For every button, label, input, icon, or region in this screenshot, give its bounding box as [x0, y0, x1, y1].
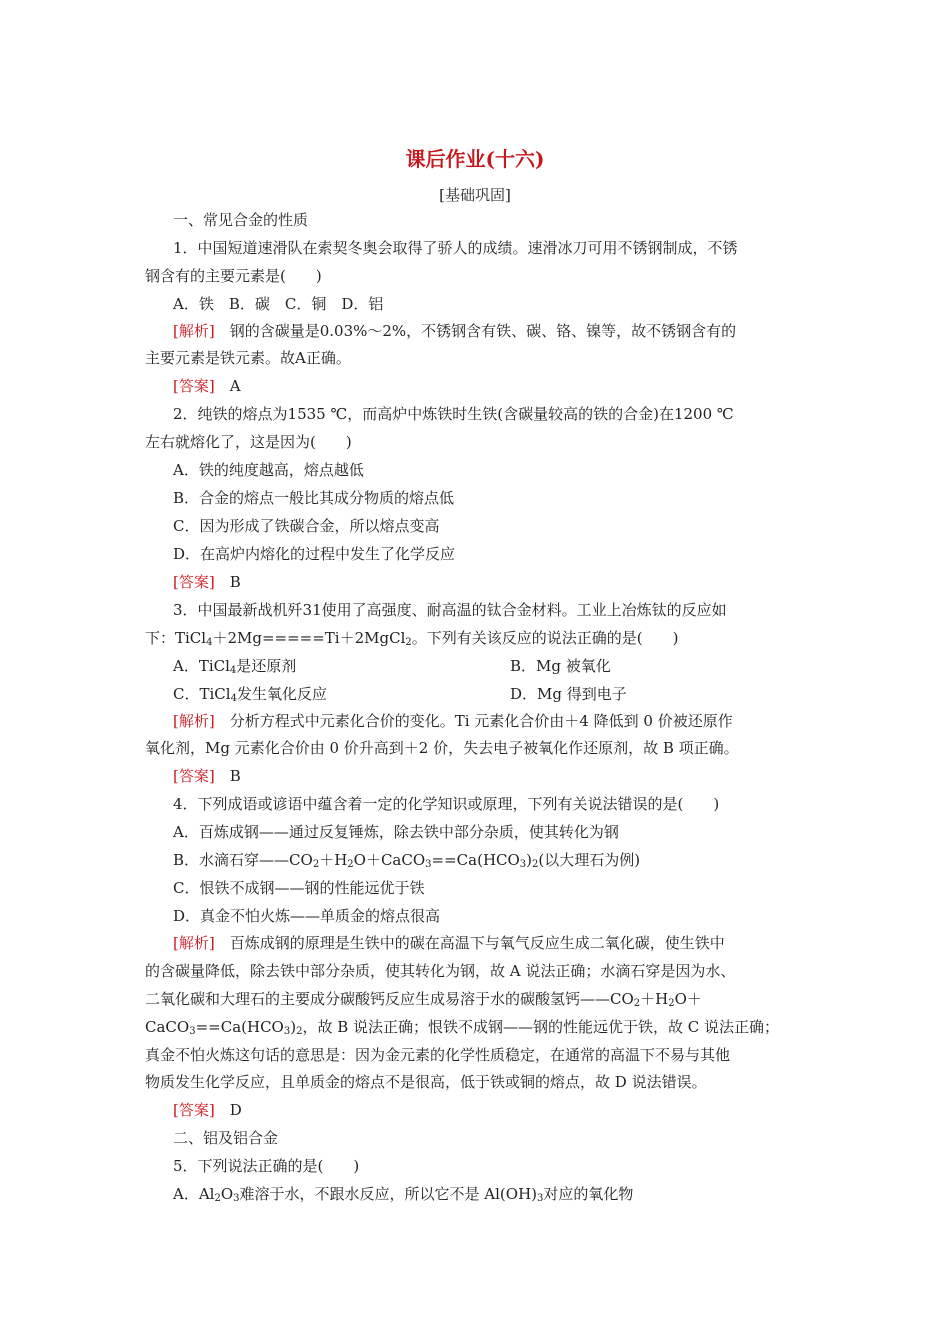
q3-option-b: B．Mg 被氧化	[510, 657, 611, 675]
section-heading-2: 二、铝及铝合金	[173, 1129, 279, 1147]
q4-analysis-line2: 的含碳量降低，除去铁中部分杂质，使其转化为钢，故 A 说法正确；水滴石穿是因为水、	[145, 962, 736, 980]
q1-analysis-line1: [解析] 钢的含碳量是0.03%～2%，不锈钢含有铁、碳、铬、镍等，故不锈钢含有的	[173, 322, 737, 340]
q1-stem-line2: 钢含有的主要元素是( )	[145, 267, 322, 285]
q2-option-d: D．在高炉内熔化的过程中发生了化学反应	[173, 545, 456, 563]
answer-tag: [答案]	[173, 377, 215, 395]
analysis-tag: [解析]	[173, 934, 215, 952]
q2-option-c: C．因为形成了铁碳合金，所以熔点变高	[173, 517, 440, 535]
q4-analysis-line3: 二氧化碳和大理石的主要成分碳酸钙反应生成易溶于水的碳酸氢钙$——CO_2+H_2O+$	[145, 990, 702, 1009]
q2-stem-line1: 2．纯铁的熔点为1535 ℃，而高炉中炼铁时生铁(含碳量较高的铁的合金)在1200 ℃	[173, 405, 734, 423]
q4-option-b: B．水滴石穿$——CO_2+H_2O+CaCO_3==Ca(HCO_3)_2$(以大理石为例)	[173, 851, 641, 870]
q2-option-a: A．铁的纯度越高，熔点越低	[173, 461, 364, 479]
q3-analysis-line2: 氧化剂，Mg 元素化合价由 0 价升高到＋2 价，失去电子被氧化作还原剂，故 B 项正确。	[145, 739, 739, 757]
q5-stem: 5．下列说法正确的是( )	[173, 1157, 360, 1175]
q3-stem-line2: 下：TiCl$_4$＋2Mg=====Ti＋2MgCl$_2$。下列有关该反应的说法正确的是( )	[145, 629, 679, 648]
q4-answer: [答案] D	[173, 1101, 242, 1119]
q2-answer: [答案] B	[173, 573, 241, 591]
q4-analysis-line1: [解析] 百炼成钢的原理是生铁中的碳在高温下与氧气反应生成二氧化碳，使生铁中	[173, 934, 725, 952]
q1-analysis-line2: 主要元素是铁元素。故A正确。	[145, 349, 351, 367]
analysis-tag: [解析]	[173, 322, 215, 340]
q4-option-d: D．真金不怕火炼——单质金的熔点很高	[173, 907, 441, 925]
q4-analysis-line4: $CaCO_3==Ca(HCO_3)_2$，故 B 说法正确；恨铁不成钢——钢的性能远优于铁，故 C 说法正确；	[145, 1018, 780, 1037]
q3-option-c: C．TiCl$_4$发生氧化反应	[173, 685, 327, 704]
q3-stem-line1: 3．中国最新战机歼31使用了高强度、耐高温的钛合金材料。工业上冶炼钛的反应如	[173, 601, 727, 619]
q4-option-c: C．恨铁不成钢——钢的性能远优于铁	[173, 879, 425, 897]
q1-stem-line1: 1．中国短道速滑队在索契冬奥会取得了骄人的成绩。速滑冰刀可用不锈钢制成，不锈	[173, 239, 738, 257]
analysis-tag: [解析]	[173, 712, 215, 730]
q4-stem: 4．下列成语或谚语中蕴含着一定的化学知识或原理，下列有关说法错误的是( )	[173, 795, 720, 813]
q4-option-a: A．百炼成钢——通过反复锤炼，除去铁中部分杂质，使其转化为钢	[173, 823, 619, 841]
q3-option-d: D．Mg 得到电子	[510, 685, 627, 703]
q4-analysis-line6: 物质发生化学反应，且单质金的熔点不是很高，低于铁或铜的熔点，故 D 说法错误。	[145, 1073, 707, 1091]
q1-options: A．铁 B．碳 C．铜 D．铝	[173, 295, 384, 313]
answer-tag: [答案]	[173, 1101, 215, 1119]
q3-answer: [答案] B	[173, 767, 241, 785]
q4-analysis-line5: 真金不怕火炼这句话的意思是：因为金元素的化学性质稳定，在通常的高温下不易与其他	[145, 1046, 731, 1064]
q5-option-a: A．$Al_2O_3$难溶于水，不跟水反应，所以它不是 $Al(OH)_3$对应的氧化物	[173, 1185, 634, 1204]
section-heading-1: 一、常见合金的性质	[173, 211, 309, 229]
q3-option-a: A．TiCl$_4$是还原剂	[173, 657, 297, 676]
q3-analysis-line1: [解析] 分析方程式中元素化合价的变化。Ti 元素化合价由＋4 降低到 0 价被还原作	[173, 712, 733, 730]
q2-stem-line2: 左右就熔化了，这是因为( )	[145, 433, 352, 451]
answer-tag: [答案]	[173, 573, 215, 591]
q2-option-b: B．合金的熔点一般比其成分物质的熔点低	[173, 489, 455, 507]
answer-tag: [答案]	[173, 767, 215, 785]
page-subtitle: [基础巩固]	[439, 186, 511, 204]
page-title: 课后作业(十六)	[405, 147, 545, 171]
q1-answer: [答案] A	[173, 377, 241, 395]
